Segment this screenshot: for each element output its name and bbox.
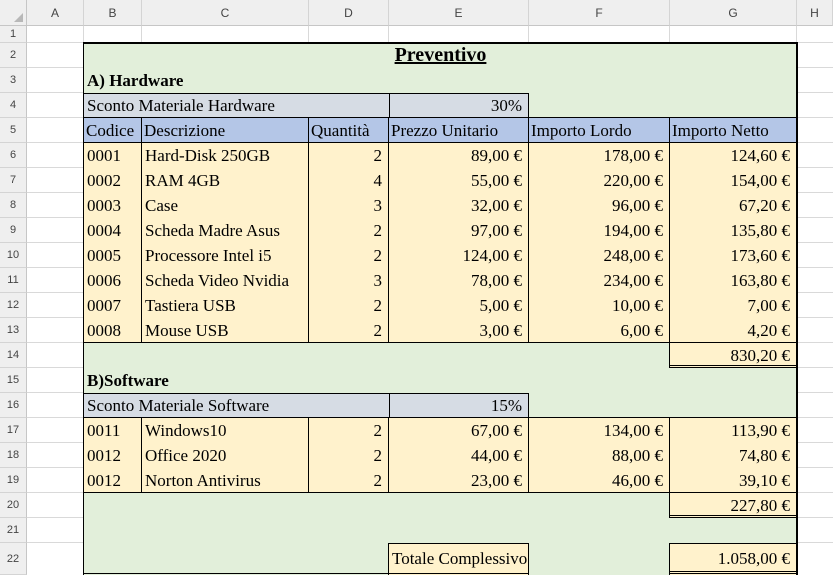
row-header-19[interactable]: 19 xyxy=(0,468,27,493)
item-unit-price[interactable]: 44,00 € xyxy=(471,445,522,465)
hw-discount-value[interactable]: 30% xyxy=(490,95,522,115)
item-quantity[interactable]: 4 xyxy=(373,170,382,190)
item-description[interactable]: Mouse USB xyxy=(145,320,229,340)
row-header-10[interactable]: 10 xyxy=(0,243,27,268)
item-quantity[interactable]: 2 xyxy=(373,470,382,490)
item-quantity[interactable]: 2 xyxy=(373,445,382,465)
page-title: Preventivo xyxy=(394,44,487,66)
select-all-triangle-icon xyxy=(14,13,23,22)
item-description[interactable]: Office 2020 xyxy=(145,445,227,465)
item-unit-price[interactable]: 67,00 € xyxy=(471,420,522,440)
item-code[interactable]: 0008 xyxy=(87,320,121,340)
item-net-amount[interactable]: 74,80 € xyxy=(739,445,790,465)
row-header-12[interactable]: 12 xyxy=(0,293,27,318)
hw-discount-label[interactable]: Sconto Materiale Hardware xyxy=(87,95,275,115)
item-unit-price[interactable]: 55,00 € xyxy=(471,170,522,190)
row-header-17[interactable]: 17 xyxy=(0,418,27,443)
item-net-amount[interactable]: 124,60 € xyxy=(730,145,790,165)
item-quantity[interactable]: 3 xyxy=(373,270,382,290)
item-code[interactable]: 0005 xyxy=(87,245,121,265)
column-label-2[interactable]: Quantità xyxy=(311,120,370,140)
column-header-d[interactable]: D xyxy=(309,0,389,26)
item-quantity[interactable]: 2 xyxy=(373,220,382,240)
column-header-b[interactable]: B xyxy=(84,0,142,26)
item-code[interactable]: 0011 xyxy=(87,420,121,440)
item-gross-amount[interactable]: 96,00 € xyxy=(612,195,663,215)
item-gross-amount[interactable]: 46,00 € xyxy=(612,470,663,490)
column-label-5[interactable]: Importo Netto xyxy=(672,120,769,140)
column-header-c[interactable]: C xyxy=(142,0,309,26)
item-quantity[interactable]: 3 xyxy=(373,195,382,215)
row-header-18[interactable]: 18 xyxy=(0,443,27,468)
item-unit-price[interactable]: 78,00 € xyxy=(471,270,522,290)
item-gross-amount[interactable]: 234,00 € xyxy=(603,270,663,290)
item-gross-amount[interactable]: 6,00 € xyxy=(620,320,663,340)
row-header-22[interactable]: 22 xyxy=(0,543,27,575)
item-code[interactable]: 0001 xyxy=(87,145,121,165)
sw-total[interactable]: 227,80 € xyxy=(730,495,790,515)
row-header-1[interactable]: 1 xyxy=(0,26,27,43)
item-unit-price[interactable]: 23,00 € xyxy=(471,470,522,490)
item-net-amount[interactable]: 154,00 € xyxy=(730,170,790,190)
row-header-14[interactable]: 14 xyxy=(0,343,27,368)
item-code[interactable]: 0004 xyxy=(87,220,121,240)
item-description[interactable]: Scheda Madre Asus xyxy=(145,220,281,240)
item-net-amount[interactable]: 67,20 € xyxy=(739,195,790,215)
item-description[interactable]: Windows10 xyxy=(145,420,227,440)
item-net-amount[interactable]: 7,00 € xyxy=(747,295,790,315)
row-header-6[interactable]: 6 xyxy=(0,143,27,168)
sw-discount-label[interactable]: Sconto Materiale Software xyxy=(87,395,270,415)
column-header-h[interactable]: H xyxy=(797,0,833,26)
item-net-amount[interactable]: 113,90 € xyxy=(731,420,790,440)
item-unit-price[interactable]: 97,00 € xyxy=(471,220,522,240)
item-description[interactable]: RAM 4GB xyxy=(145,170,221,190)
item-gross-amount[interactable]: 134,00 € xyxy=(603,420,663,440)
row-header-7[interactable]: 7 xyxy=(0,168,27,193)
item-code[interactable]: 0006 xyxy=(87,270,121,290)
item-code[interactable]: 0002 xyxy=(87,170,121,190)
item-quantity[interactable]: 2 xyxy=(373,145,382,165)
outer-border xyxy=(83,573,389,574)
column-header-f[interactable]: F xyxy=(529,0,670,26)
item-gross-amount[interactable]: 178,00 € xyxy=(603,145,663,165)
column-header-e[interactable]: E xyxy=(389,0,529,26)
item-unit-price[interactable]: 32,00 € xyxy=(471,195,522,215)
item-unit-price[interactable]: 89,00 € xyxy=(471,145,522,165)
section-title-software[interactable]: B)Software xyxy=(87,370,169,390)
item-gross-amount[interactable]: 10,00 € xyxy=(612,295,663,315)
item-quantity[interactable]: 2 xyxy=(373,245,382,265)
row-header-16[interactable]: 16 xyxy=(0,393,27,418)
item-gross-amount[interactable]: 88,00 € xyxy=(612,445,663,465)
item-net-amount[interactable]: 135,80 € xyxy=(730,220,790,240)
item-code[interactable]: 0007 xyxy=(87,295,121,315)
item-code[interactable]: 0012 xyxy=(87,445,121,465)
grand-total-value[interactable]: 1.058,00 € xyxy=(717,549,790,568)
row-header-21[interactable]: 21 xyxy=(0,518,27,543)
item-quantity[interactable]: 2 xyxy=(373,320,382,340)
row-header-11[interactable]: 11 xyxy=(0,268,27,293)
sw-discount-value[interactable]: 15% xyxy=(490,395,522,415)
row-header-9[interactable]: 9 xyxy=(0,218,27,243)
item-quantity[interactable]: 2 xyxy=(373,295,382,315)
row-header-13[interactable]: 13 xyxy=(0,318,27,343)
item-net-amount[interactable]: 4,20 € xyxy=(747,320,790,340)
row-header-4[interactable]: 4 xyxy=(0,93,27,118)
item-description[interactable]: Processore Intel i5 xyxy=(145,245,272,265)
item-code[interactable]: 0012 xyxy=(87,470,121,490)
item-description[interactable]: Norton Antivirus xyxy=(145,470,261,490)
item-description[interactable]: Scheda Video Nvidia xyxy=(145,270,290,290)
section-title-hardware[interactable]: A) Hardware xyxy=(87,70,184,90)
row-header-3[interactable]: 3 xyxy=(0,68,27,93)
grand-total-label[interactable]: Totale Complessivo xyxy=(392,549,528,568)
item-unit-price[interactable]: 124,00 € xyxy=(462,245,522,265)
column-label-1[interactable]: Descrizione xyxy=(144,120,226,140)
select-all-corner[interactable] xyxy=(0,0,27,26)
item-description[interactable]: Hard-Disk 250GB xyxy=(145,145,271,165)
item-code[interactable]: 0003 xyxy=(87,195,121,215)
item-net-amount[interactable]: 39,10 € xyxy=(739,470,790,490)
column-label-3[interactable]: Prezzo Unitario xyxy=(391,120,499,140)
item-gross-amount[interactable]: 220,00 € xyxy=(603,170,663,190)
item-net-amount[interactable]: 173,60 € xyxy=(730,245,790,265)
item-gross-amount[interactable]: 248,00 € xyxy=(603,245,663,265)
row-header-15[interactable]: 15 xyxy=(0,368,27,393)
item-unit-price[interactable]: 5,00 € xyxy=(479,295,522,315)
item-net-amount[interactable]: 163,80 € xyxy=(730,270,790,290)
item-description[interactable]: Tastiera USB xyxy=(145,295,236,315)
hw-total[interactable]: 830,20 € xyxy=(730,345,790,365)
column-label-4[interactable]: Importo Lordo xyxy=(531,120,632,140)
item-description[interactable]: Case xyxy=(145,195,179,215)
item-gross-amount[interactable]: 194,00 € xyxy=(603,220,663,240)
row-header-5[interactable]: 5 xyxy=(0,118,27,143)
column-header-a[interactable]: A xyxy=(27,0,84,26)
item-unit-price[interactable]: 3,00 € xyxy=(479,320,522,340)
row-header-2[interactable]: 2 xyxy=(0,43,27,68)
item-quantity[interactable]: 2 xyxy=(373,420,382,440)
row-header-20[interactable]: 20 xyxy=(0,493,27,518)
row-header-8[interactable]: 8 xyxy=(0,193,27,218)
column-header-g[interactable]: G xyxy=(670,0,797,26)
column-label-0[interactable]: Codice xyxy=(86,120,135,140)
